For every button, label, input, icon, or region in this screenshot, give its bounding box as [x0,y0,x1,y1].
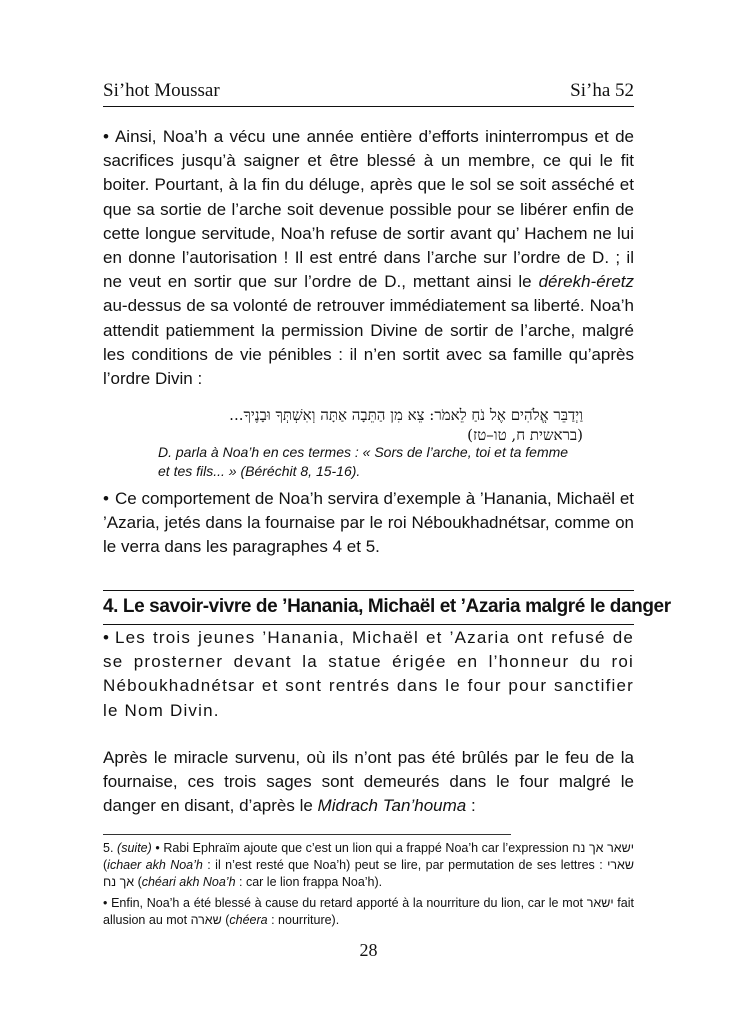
footnote-text: : nourriture). [267,913,340,927]
footnote-5 [103,840,634,891]
footnote-text: fait allusion au mot [103,896,634,927]
paragraph-text: Ainsi, Noa’h a vécu une année entière d’efforts ininterrompus et de sacrifices jusqu’à saigner et être blessé à un membre, ce qui le fit boiter. Pourtant, à la fin du déluge, après que le sol se soit asséché et que sa sortie de l’arche soit devenue possible pour se libérer enfin de cette longue servitude, Noa’h refuse de sortir avant qu’ Hachem ne lui en donne l’autorisation ! Il est entré dans l’arche sur l’ordre de D. ; il ne veut en sortir que sur l’ordre de D., mettant ainsi le [103,127,634,292]
term-derekh-eretz: dérekh-éretz [538,272,634,292]
hebrew-verse: וַיְדַבֵּר אֱלֹהִים אֶל נֹחַ לֵאמֹר: צֵא מִן הַתֵּבָה אַתָּה וְאִשְׁתְּךָ וּבָנֶיךָ... [229,406,583,424]
running-header [103,80,634,102]
paragraph-text: Après le miracle survenu, où ils n’ont pas été brûlés par le feu de la fournaise, ces trois sages sont demeurés dans le four malgré le danger en disant, d’après le [103,748,634,816]
hebrew-word: ישאר [586,896,614,910]
footnote-suite: (suite) [117,841,152,855]
bullet: • [103,489,109,508]
footnote-text: • Enfin, Noa’h a été blessé à cause du retard apporté à la nourriture du lion, car le mot [103,896,587,910]
transliteration: chéari akh Noa’h [141,875,236,889]
footnote-text: ( [103,858,108,872]
bullet: • [103,628,109,647]
hebrew-quote [158,405,583,445]
hebrew-word: שארי אך נח [103,858,634,889]
quote-translation: D. parla à Noa’h en ces termes : « Sors de l’arche, toi et ta femme et tes fils... » (Béréchit 8, 15-16). [158,444,569,479]
paragraph-text: : [466,796,476,816]
paragraph-text: au-dessus de sa volonté de retrouver immédiatement sa liberté. Noa’h attendit patiemment la permission Divine de sortir de l’arche, malgré les conditions de vie pénibles : il n’en sortit avec sa famille qu’après l’ordre Divin : [103,296,634,389]
paragraph-example [103,487,634,560]
footnote-5-continued [103,895,634,929]
book-title: Si’hot Moussar [103,80,220,101]
footnote-text: ( [134,875,142,889]
source-midrach: Midrach Tan’houma [317,796,467,816]
paragraph-miracle [103,746,634,819]
footnote-number: 5. [103,841,114,855]
transliteration: chéera [229,913,268,927]
hebrew-word: שארה [190,913,222,927]
chapter-label: Si’ha 52 [570,80,634,101]
footnote-text: ( [221,913,230,927]
footnote-text: • Rabi Ephraïm ajoute que c’est un lion qui a frappé Noa’h car l’expression [151,841,573,855]
paragraph-text: Ce comportement de Noa’h servira d’exemple à ’Hanania, Michaël et ’Azaria, jetés dans la fournaise par le roi Néboukhadnétsar, comme on le verra dans les paragraphes 4 et 5. [103,489,634,557]
bullet: • [103,127,109,146]
footnote-rule [103,834,511,835]
paragraph-noah-patience [103,125,634,391]
header-rule [103,106,634,107]
hebrew-word: ישאר אך נח [572,841,634,855]
footnote-text: : car le lion frappa Noa’h). [235,875,383,889]
page-number: 28 [359,940,378,960]
section-title: 4. Le savoir-vivre de ’Hanania, Michaël et ’Azaria malgré le danger [103,596,671,617]
transliteration: ichaer akh Noa’h [107,858,203,872]
footnote-text: : il n’est resté que Noa’h) peut se lire, par permutation de ses lettres : [202,858,608,872]
section-rule-top [103,590,634,591]
paragraph-three-youths [103,626,634,723]
hebrew-reference: (בראשית ח, טו–טז) [467,426,583,444]
section-rule-bottom [103,624,634,625]
paragraph-text: Les trois jeunes ’Hanania, Michaël et ’Azaria ont refusé de se prosterner devant la statue érigée en l’honneur du roi Néboukhadnétsar et sont rentrés dans le four pour sanctifier le Nom Divin. [103,628,634,720]
